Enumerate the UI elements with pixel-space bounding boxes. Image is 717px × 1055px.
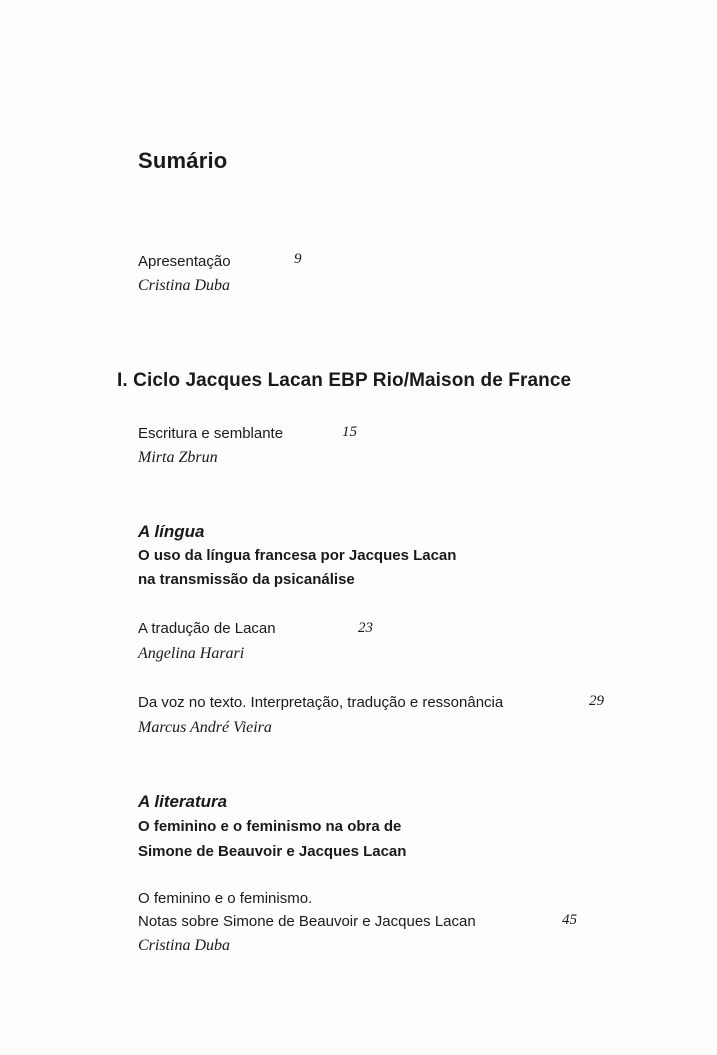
entry-title-feminino-line2: Notas sobre Simone de Beauvoir e Jacques Lacan [138, 913, 476, 930]
entry-title-traducao: A tradução de Lacan [138, 620, 276, 637]
entry-author-escritura: Mirta Zbrun [138, 449, 218, 466]
entry-title-escritura: Escritura e semblante [138, 425, 284, 442]
subsection-desc-literatura-line2: Simone de Beauvoir e Jacques Lacan [138, 843, 407, 860]
entry-author-voz: Marcus André Vieira [138, 719, 272, 736]
entry-title-apresentacao: Apresentação [138, 253, 231, 270]
subsection-desc-lingua-line2: na transmissão da psicanálise [138, 571, 355, 588]
subsection-desc-lingua-line1: O uso da língua francesa por Jacques Lacan [138, 547, 457, 564]
section-title: I. Ciclo Jacques Lacan EBP Rio/Maison de France [117, 370, 572, 391]
entry-title-voz: Da voz no texto. Interpretação, tradução e ressonância [138, 694, 504, 711]
entry-page-feminino: 45 [562, 912, 577, 928]
entry-page-apresentacao: 9 [294, 251, 302, 267]
entry-title-feminino-line1: O feminino e o feminismo. [138, 890, 313, 907]
subsection-desc-literatura-line1: O feminino e o feminismo na obra de [138, 818, 402, 835]
entry-page-escritura: 15 [342, 424, 357, 440]
entry-page-traducao: 23 [358, 620, 373, 636]
entry-author-apresentacao: Cristina Duba [138, 277, 231, 294]
entry-page-voz: 29 [589, 693, 604, 709]
subsection-heading-literatura: A literatura [138, 792, 228, 811]
entry-author-feminino: Cristina Duba [138, 937, 231, 954]
entry-author-traducao: Angelina Harari [138, 645, 245, 662]
subsection-heading-lingua: A língua [138, 522, 205, 541]
page-title: Sumário [138, 148, 228, 173]
